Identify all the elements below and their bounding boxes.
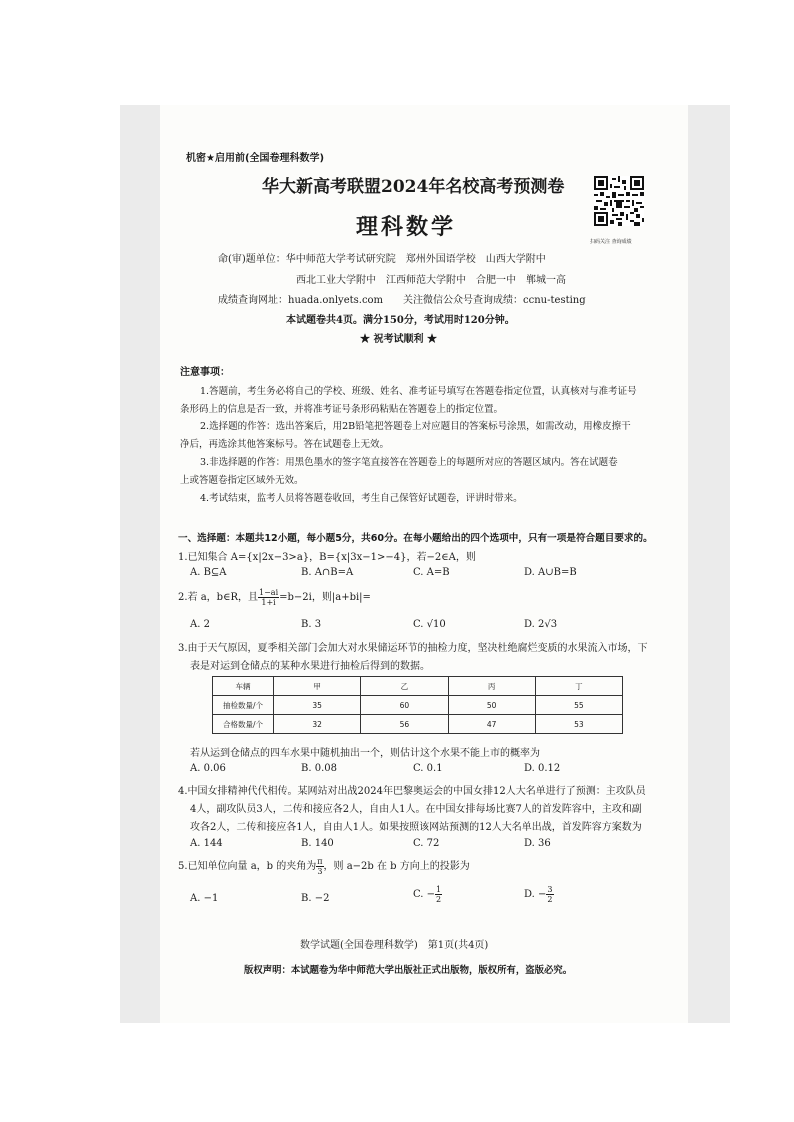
q1-option-c: C. A=B	[413, 567, 450, 578]
q5-option-c-numerator: 1	[436, 885, 442, 894]
q4-line-2: 4人，副攻队员3人，二传和接应各2人，自由人1人。在中国女排每场比赛7人的首发阵容中，主攻和副	[190, 804, 642, 815]
page-footer: 数学试题(全国卷理科数学) 第1页(共4页)	[300, 940, 489, 951]
table-cell: 35	[274, 696, 361, 715]
q5-option-d-numerator: 3	[547, 885, 553, 894]
query-line: 成绩查询网址：huada.onlyets.com 关注微信公众号查询成绩：ccnu-testing	[218, 295, 586, 306]
q4-line-3: 攻各2人，二传和接应各1人，自由人1人。如果按照该网站预测的12人大名单出战，首发阵容方案数为	[190, 822, 642, 833]
q3-option-a: A. 0.06	[190, 763, 226, 774]
q5-option-d-denominator: 2	[547, 895, 553, 904]
q5-fraction	[316, 857, 323, 876]
q1-option-b: B. A∩B=A	[301, 567, 354, 578]
exam-info: 本试题卷共4页。满分150分，考试用时120分钟。	[286, 315, 515, 326]
q5-numerator: π	[317, 857, 323, 866]
q2-denominator: 1+i	[261, 598, 276, 607]
q1-stem: 1.已知集合 A={x|2x−3>a}，B={x|3x−1>−4}，若−2∈A，则	[178, 552, 476, 563]
q5-option-a: A. −1	[190, 893, 219, 904]
notice-1b: 条形码上的信息是否一致，并将准考证号条形码粘贴在答题卷上的指定位置。	[180, 404, 504, 415]
q5-stem	[178, 857, 470, 876]
q5-stem-post: ，则 a−2b 在 b 方向上的投影为	[323, 861, 470, 872]
wish-line: ★ 祝考试顺利 ★	[360, 334, 437, 345]
q5-stem-pre: 5.已知单位向量 a，b 的夹角为	[178, 861, 317, 872]
notice-2b: 净后，再选涂其他答案标号。答在试题卷上无效。	[180, 439, 390, 450]
table-cell: 50	[448, 696, 535, 715]
table-cell: 32	[274, 715, 361, 734]
copyright-notice: 版权声明：本试题卷为华中师范大学出版社正式出版物，版权所有，盗版必究。	[244, 965, 573, 976]
table-cell: 抽检数量/个	[213, 696, 274, 715]
q5-option-c-prefix: C. −	[413, 889, 436, 900]
table-cell: 合格数量/个	[213, 715, 274, 734]
table-header-cell: 丙	[448, 677, 535, 696]
table-cell: 56	[361, 715, 448, 734]
q3-option-d: D. 0.12	[524, 763, 561, 774]
qr-caption: 扫码关注 查询成绩	[590, 239, 632, 245]
table-header-cell: 甲	[274, 677, 361, 696]
q5-option-b: B. −2	[301, 893, 330, 904]
q1-option-a: A. B⊆A	[190, 567, 227, 578]
q2-option-b: B. 3	[301, 619, 322, 630]
q5-option-d-fraction	[546, 885, 553, 904]
notice-4: 4.考试结束，监考人员将答题卷收回，考生自己保管好试题卷，评讲时带来。	[200, 493, 523, 504]
q4-option-d: D. 36	[524, 838, 551, 849]
q2-stem-post: =b−2i，则|a+bi|=	[279, 592, 371, 603]
q3-stem-2: 表是对运到仓储点的某种水果进行抽检后得到的数据。	[190, 661, 430, 672]
table-row	[213, 715, 623, 734]
table-row	[213, 696, 623, 715]
table-cell: 47	[448, 715, 535, 734]
notice-3a: 3.非选择题的作答：用黑色墨水的签字笔直接答在答题卷上的每题所对应的答题区域内。答在试题卷	[200, 457, 618, 468]
notice-1a: 1.答题前，考生务必将自己的学校、班级、姓名、准考证号填写在答题卷指定位置，认真核对与准考证号	[200, 386, 637, 397]
q5-option-c-denominator: 2	[436, 895, 442, 904]
section-heading: 一、选择题：本题共12小题，每小题5分，共60分。在每小题给出的四个选项中，只有一项是符合题目要求的。	[178, 533, 653, 544]
table-cell: 60	[361, 696, 448, 715]
exam-title: 华大新高考联盟2024年名校高考预测卷	[262, 177, 565, 197]
q4-option-c: C. 72	[413, 838, 440, 849]
table-header-cell: 乙	[361, 677, 448, 696]
q2-stem	[178, 588, 371, 607]
table-header-row	[213, 677, 623, 696]
q4-option-a: A. 144	[190, 838, 223, 849]
q2-fraction	[258, 588, 279, 607]
q3-option-b: B. 0.08	[301, 763, 337, 774]
units-line-2: 西北工业大学附中 江西师范大学附中 合肥一中 郸城一高	[296, 275, 566, 286]
fruit-inspection-table	[212, 676, 623, 734]
table-header-cell: 丁	[535, 677, 622, 696]
q3-option-c: C. 0.1	[413, 763, 443, 774]
q2-numerator: 1−ai	[259, 588, 279, 597]
qr-code-icon	[594, 176, 644, 226]
secret-label: 机密★启用前(全国卷理科数学)	[186, 153, 325, 164]
q5-option-d	[524, 885, 554, 904]
q2-stem-pre: 2.若 a，b∈R，且	[178, 592, 259, 603]
q2-option-a: A. 2	[190, 619, 210, 630]
table-cell: 55	[535, 696, 622, 715]
notice-3b: 上或答题卷指定区域外无效。	[180, 475, 304, 486]
subject-title: 理科数学	[356, 214, 457, 240]
q2-option-d: D. 2√3	[524, 619, 558, 630]
q5-option-c	[413, 885, 442, 904]
table-header-cell: 车辆	[213, 677, 274, 696]
q5-denominator: 3	[317, 867, 323, 876]
q5-option-c-fraction	[435, 885, 442, 904]
q3-stem-3: 若从运到仓储点的四车水果中随机抽出一个，则估计这个水果不能上市的概率为	[190, 748, 540, 759]
units-line-1: 命(审)题单位：华中师范大学考试研究院 郑州外国语学校 山西大学附中	[218, 254, 546, 265]
q4-option-b: B. 140	[301, 838, 334, 849]
q5-option-d-prefix: D. −	[524, 889, 547, 900]
notice-2a: 2.选择题的作答：选出答案后，用2B铅笔把答题卷上对应题目的答案标号涂黑，如需改动，用橡皮擦干	[200, 421, 631, 432]
q3-stem-1: 3.由于天气原因，夏季相关部门会加大对水果储运环节的抽检力度，坚决杜绝腐烂变质的水果流入市场，下	[178, 643, 648, 654]
q2-option-c: C. √10	[413, 619, 446, 630]
q4-line-1: 4.中国女排精神代代相传。某网站对出战2024年巴黎奥运会的中国女排12人大名单进行了预测：主攻队员	[178, 786, 646, 797]
q1-option-d: D. A∪B=B	[524, 567, 577, 578]
notice-title: 注意事项：	[180, 367, 230, 378]
table-cell: 53	[535, 715, 622, 734]
